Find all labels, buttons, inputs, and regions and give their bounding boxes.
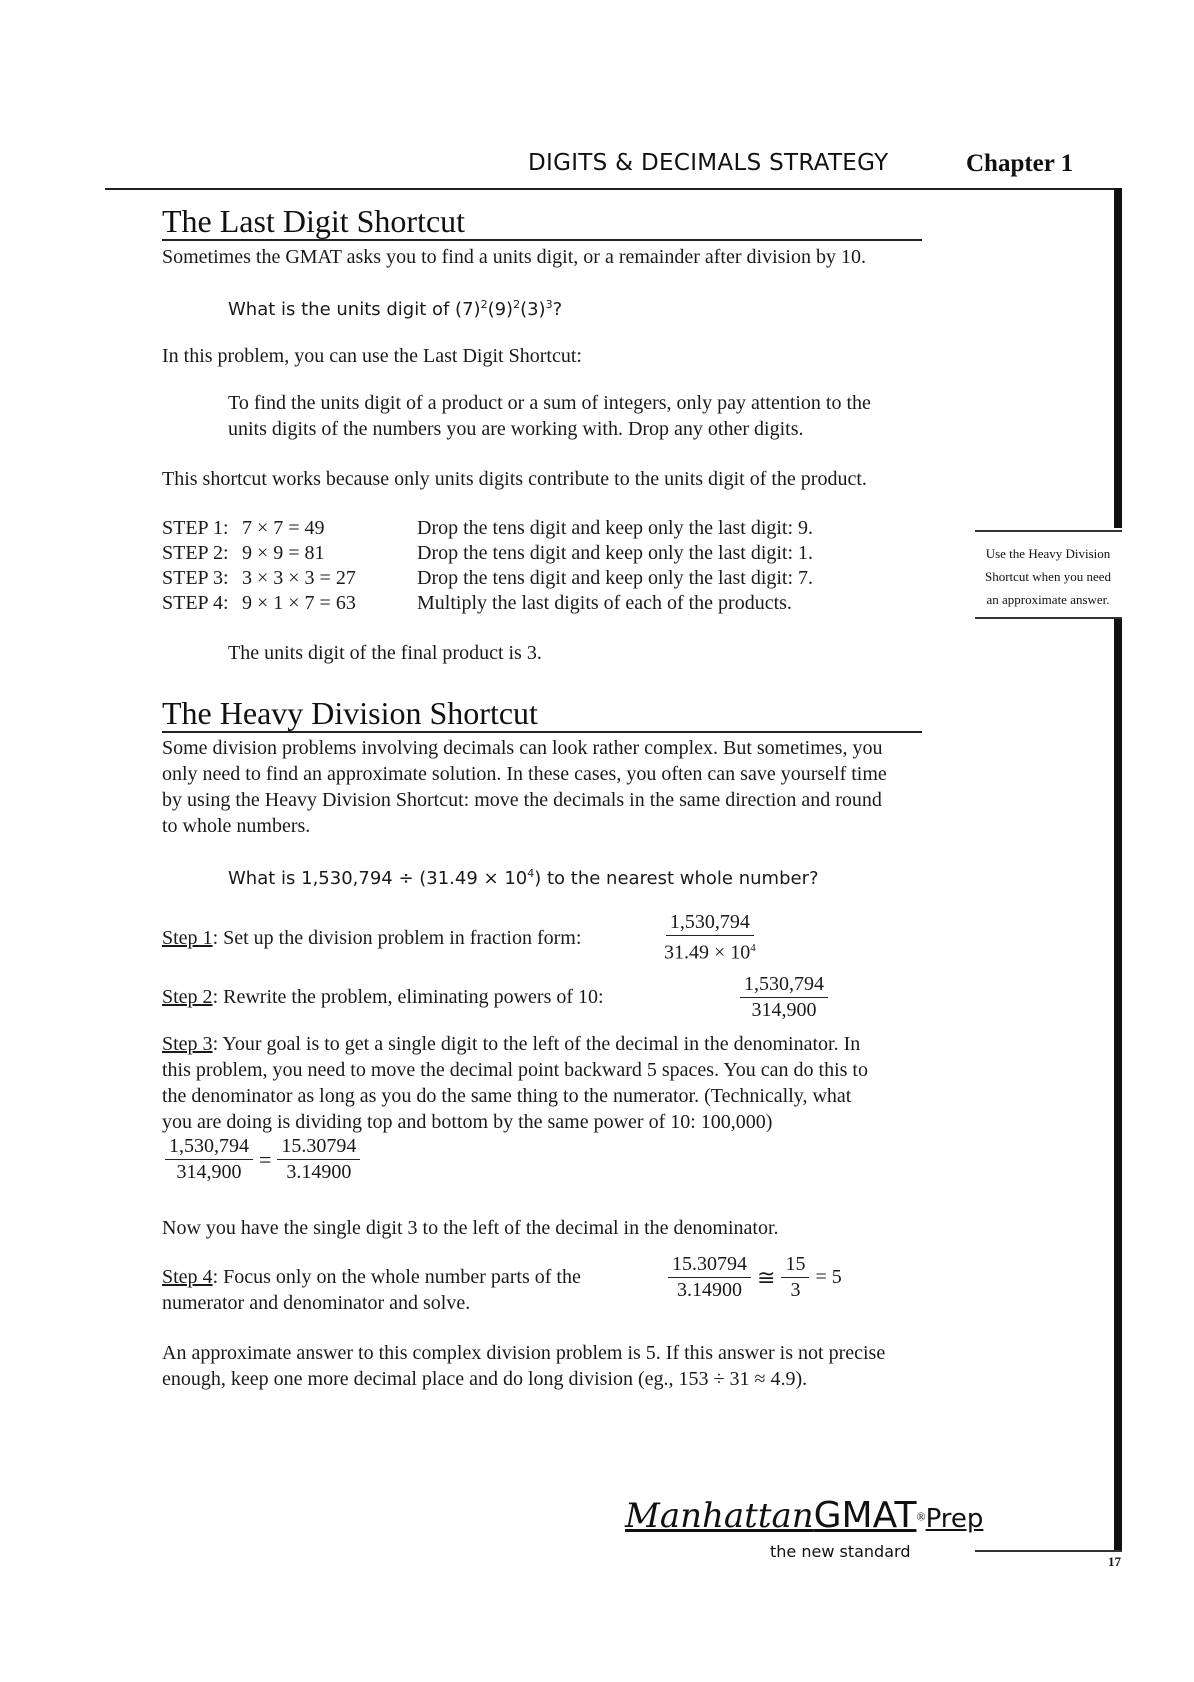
- closing-paragraph: An approximate answer to this complex division problem is 5. If this answer is not precise enough, keep one more decimal place and do long division (eg., 153 ÷ 31 ≈ 4.9).: [162, 1342, 886, 1390]
- step-1-fraction: $\frac{1,530,794}{31.49 \times 10^4}$: [664, 911, 756, 964]
- side-note-rule: [975, 530, 1122, 532]
- publisher-logo: ManhattanGMAT®Prep: [625, 1495, 984, 1536]
- now-text: Now you have the single digit 3 to the left of the decimal in the denominator.: [162, 1217, 779, 1239]
- side-note: [968, 542, 1128, 611]
- side-note-rule: [975, 617, 1122, 619]
- step-row: STEP 1: 7 × 7 = 49 Drop the tens digit and keep only the last digit: 9.: [162, 517, 814, 539]
- publisher-tagline: the new standard: [770, 1542, 911, 1561]
- side-note-line: Shortcut when you need: [984, 569, 1111, 584]
- step-4-equation: $\frac{15.30794}{3.14900}$ ≅ $\frac{15}{3}$ = 5: [668, 1252, 848, 1303]
- chapter-label: Chapter 1: [966, 150, 1074, 177]
- lead-in-text: In this problem, you can use the Last Digit Shortcut:: [162, 345, 582, 367]
- side-note-line: Use the Heavy Division: [985, 546, 1111, 561]
- margin-bar: [1114, 617, 1122, 1550]
- step-4-text: Step 4: Focus only on the whole number parts of the numerator and denominator and solve.: [162, 1266, 581, 1314]
- step-row: STEP 3: 3 × 3 × 3 = 27 Drop the tens digit and keep only the last digit: 7.: [162, 567, 814, 589]
- margin-bar: [1114, 188, 1122, 528]
- why-text: This shortcut works because only units digits contribute to the units digit of the product.: [162, 468, 867, 490]
- step-3-text: Step 3: Your goal is to get a single digit to the left of the decimal in the denominator. In this problem, you need to move the decimal point backward 5 spaces. You can do this to the denominator as long as you do the same thing to the numerator. (Technically, what you are doing is dividing top and bottom by the same power of 10: 100,000): [162, 1033, 868, 1133]
- step-2-text: Step 2: Rewrite the problem, eliminating powers of 10:: [162, 986, 604, 1008]
- page-number: 17: [1108, 1554, 1121, 1569]
- intro-paragraph: Sometimes the GMAT asks you to find a units digit, or a remainder after division by 10.: [162, 246, 866, 268]
- shortcut-rule: To find the units digit of a product or a sum of integers, only pay attention to the units digits of the numbers you are working with. Drop any other digits.: [228, 392, 871, 440]
- conclusion-text: The units digit of the final product is 3.: [228, 642, 542, 664]
- header-rule: [105, 188, 1115, 190]
- units-digit-question: What is the units digit of $(7)^2(9)^2(3)^3$?: [228, 298, 563, 320]
- section-rule: [162, 239, 922, 241]
- step-2-fraction: $\frac{1,530,794}{314,900}$: [740, 972, 828, 1023]
- step-3-equation: $\frac{1,530,794}{314,900}$ = $\frac{15.30794}{3.14900}$: [165, 1134, 360, 1185]
- step-row: STEP 4: 9 × 1 × 7 = 63 Multiply the last digits of each of the products.: [162, 592, 792, 614]
- side-note-line: an approximate answer.: [986, 592, 1110, 607]
- step-row: STEP 2: 9 × 9 = 81 Drop the tens digit and keep only the last digit: 1.: [162, 542, 814, 564]
- footer-rule: [975, 1550, 1122, 1552]
- heavy-division-intro: Some division problems involving decimals can look rather complex. But sometimes, you only need to find an approximate solution. In these cases, you often can save yourself time by using the Heavy Division Shortcut: move the decimals in the same direction and round to whole numbers.: [162, 737, 887, 837]
- step-1-text: Step 1: Set up the division problem in fraction form:: [162, 927, 582, 949]
- section-title-heavy-division: The Heavy Division Shortcut: [162, 695, 538, 731]
- section-title-last-digit: The Last Digit Shortcut: [162, 203, 466, 239]
- running-head: DIGITS & DECIMALS STRATEGY: [528, 150, 889, 176]
- division-question: What is $1,530,794 \div (31.49 \times 10^4)$ to the nearest whole number?: [228, 867, 819, 889]
- section-rule: [162, 731, 922, 733]
